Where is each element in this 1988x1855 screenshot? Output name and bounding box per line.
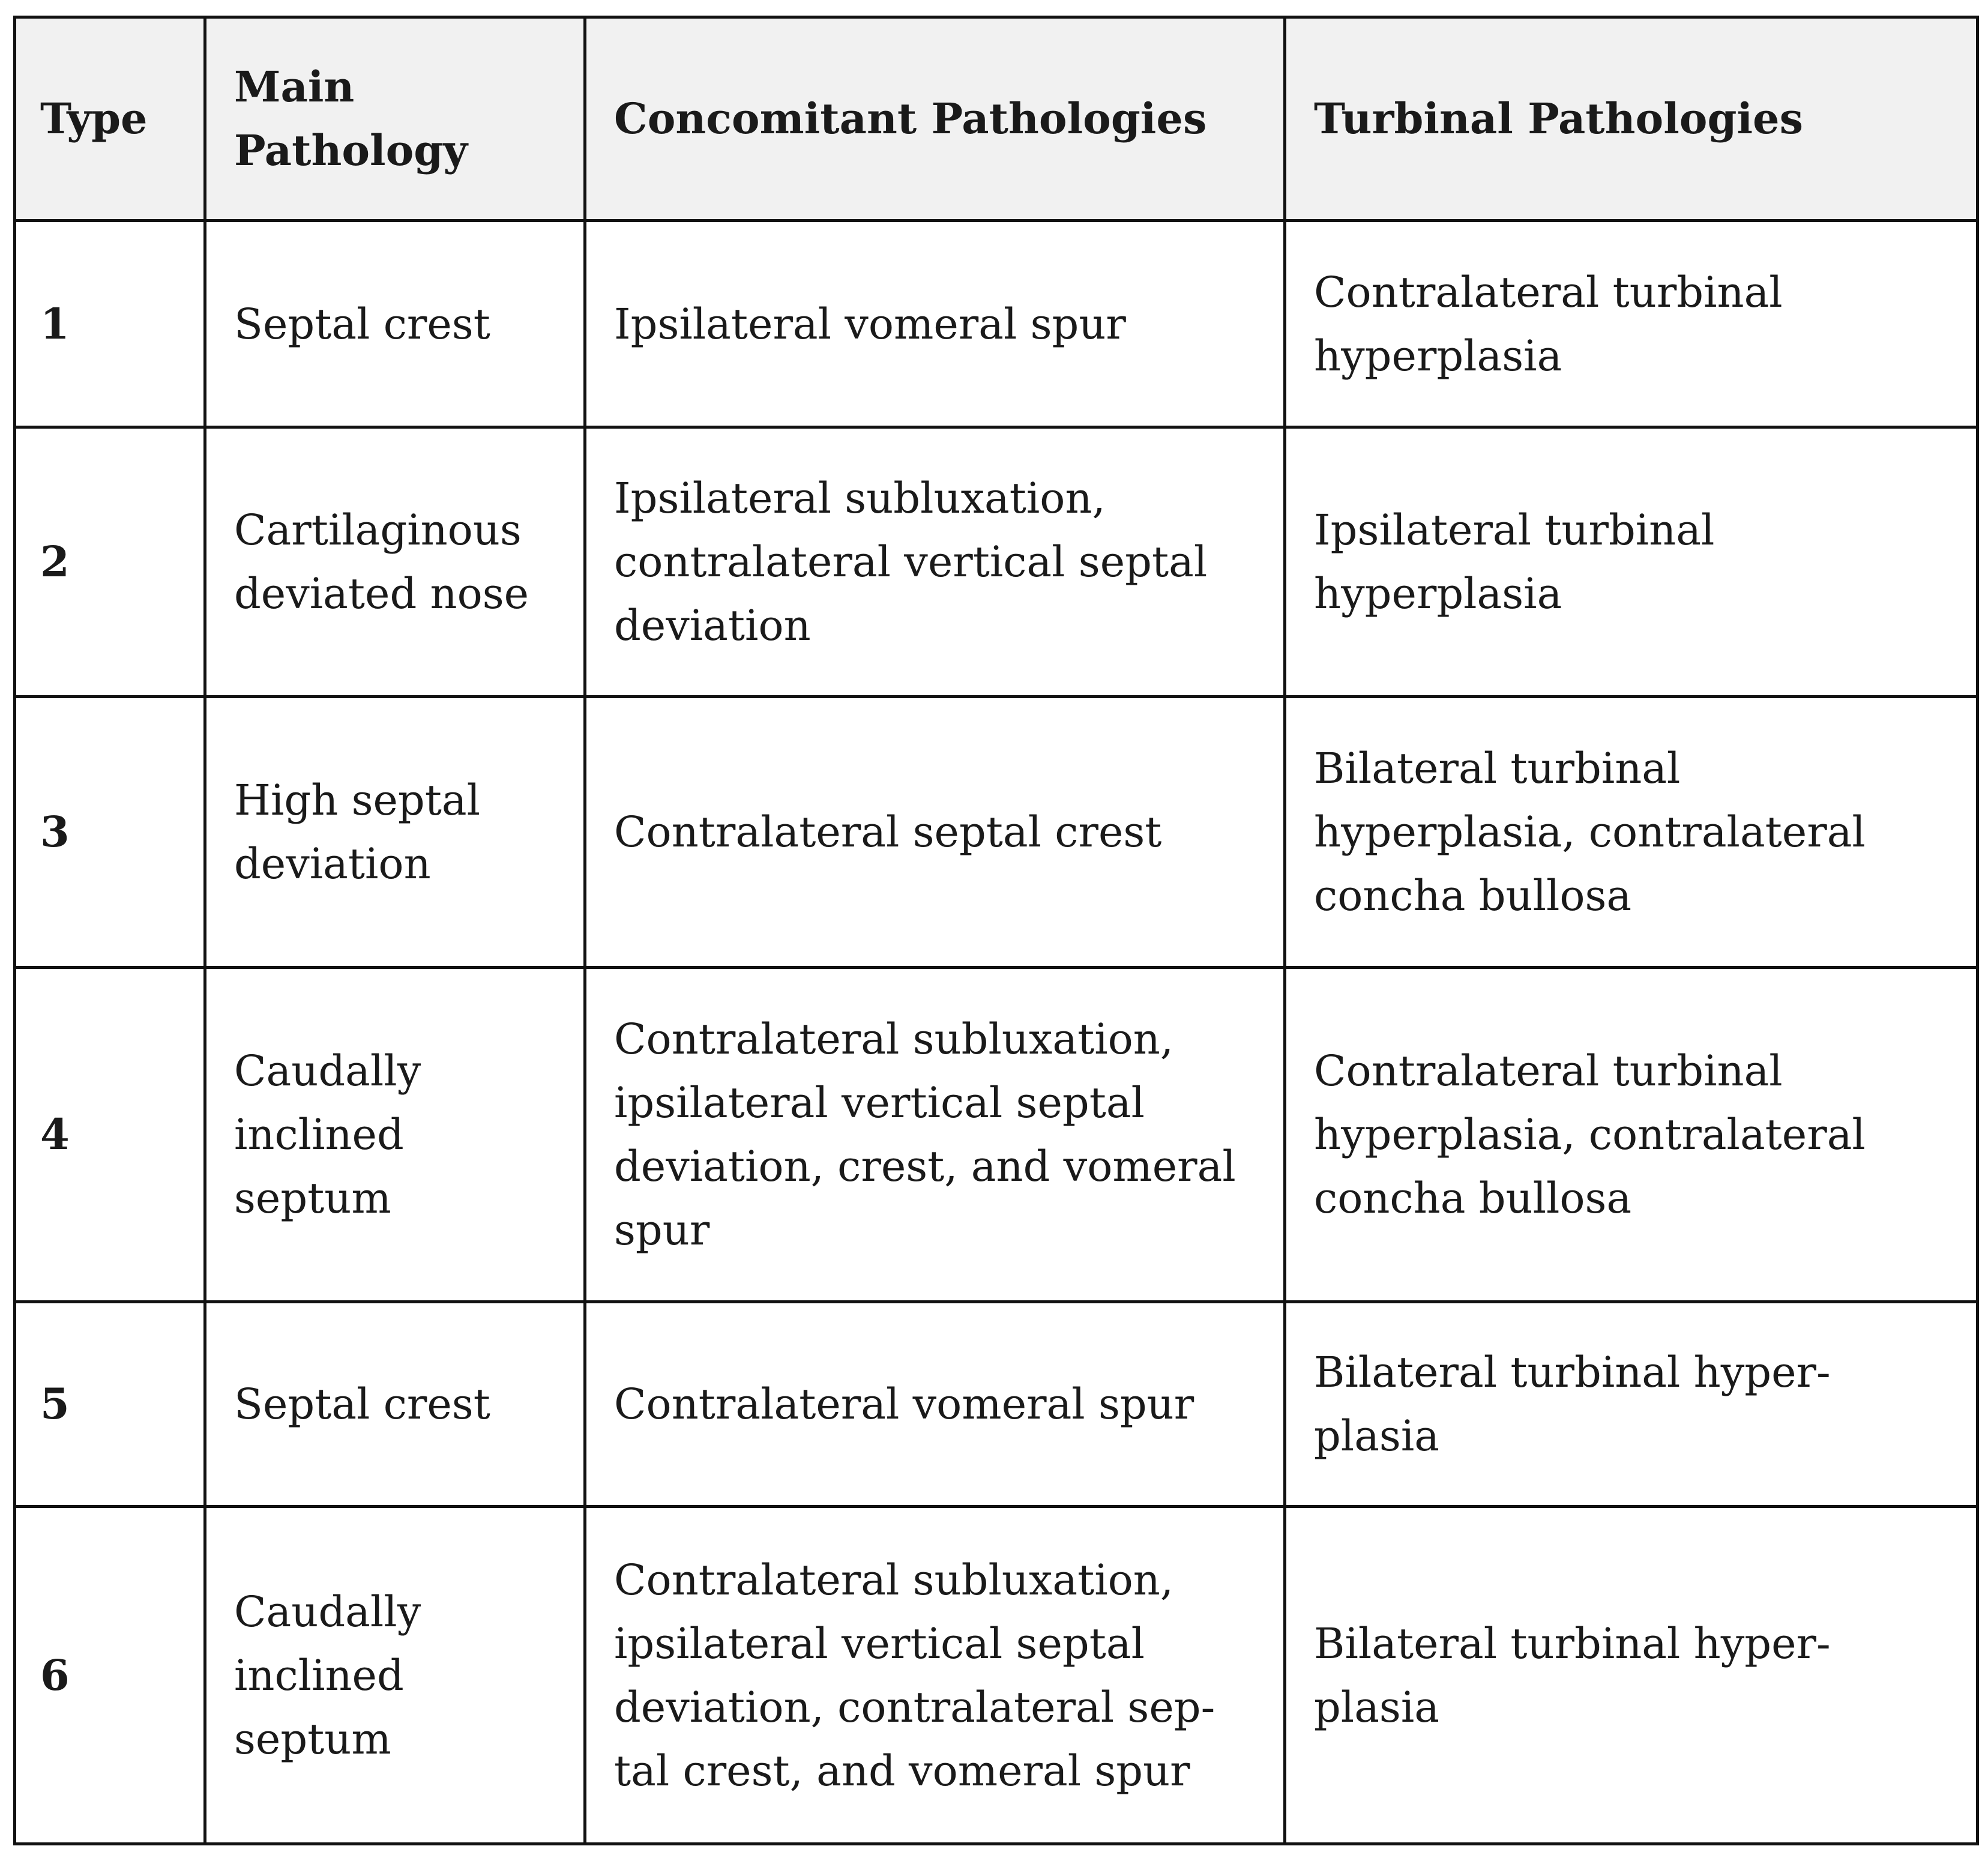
turbinal-pathologies-cell: Bilateral turbinal hyper-plasia	[1285, 1507, 1978, 1844]
pathology-table	[13, 16, 1979, 1845]
type-cell: 6	[15, 1507, 205, 1844]
concomitant-pathologies-cell: Ipsilateral subluxation, contralateral vertical septal deviation	[585, 427, 1285, 697]
header-concomitant-pathologies: Concomitant Pathologies	[585, 17, 1285, 221]
table-row	[15, 1507, 1978, 1844]
table-header	[15, 17, 1978, 221]
turbinal-pathologies-cell: Bilateral turbinal hyper-plasia	[1285, 1302, 1978, 1507]
header-type: Type	[15, 17, 205, 221]
concomitant-pathologies-cell: Contralateral vomeral spur	[585, 1302, 1285, 1507]
type-cell: 5	[15, 1302, 205, 1507]
turbinal-pathologies-cell: Contralateral turbinal hyperplasia	[1285, 221, 1978, 427]
concomitant-pathologies-cell: Contralateral subluxation, ipsilateral vertical septal deviation, crest, and vomeral spur	[585, 968, 1285, 1302]
concomitant-pathologies-cell: Contralateral septal crest	[585, 697, 1285, 968]
main-pathology-cell: Septal crest	[205, 221, 585, 427]
table-row	[15, 427, 1978, 697]
header-row	[15, 17, 1978, 221]
concomitant-pathologies-cell: Contralateral subluxation, ipsilateral vertical septal deviation, contralateral sep-tal crest, and vomeral spur	[585, 1507, 1285, 1844]
main-pathology-cell: High septal deviation	[205, 697, 585, 968]
table-row	[15, 697, 1978, 968]
type-cell: 2	[15, 427, 205, 697]
header-main-pathology: Main Pathology	[205, 17, 585, 221]
main-pathology-cell: Caudally inclined septum	[205, 1507, 585, 1844]
table-row	[15, 968, 1978, 1302]
main-pathology-cell: Septal crest	[205, 1302, 585, 1507]
main-pathology-cell: Caudally inclined septum	[205, 968, 585, 1302]
type-cell: 1	[15, 221, 205, 427]
main-pathology-cell: Cartilaginous deviated nose	[205, 427, 585, 697]
table-row	[15, 1302, 1978, 1507]
turbinal-pathologies-cell: Bilateral turbinal hyperplasia, contralateral concha bullosa	[1285, 697, 1978, 968]
table-row	[15, 221, 1978, 427]
turbinal-pathologies-cell: Ipsilateral turbinal hyperplasia	[1285, 427, 1978, 697]
type-cell: 3	[15, 697, 205, 968]
header-turbinal-pathologies: Turbinal Pathologies	[1285, 17, 1978, 221]
type-cell: 4	[15, 968, 205, 1302]
turbinal-pathologies-cell: Contralateral turbinal hyperplasia, contralateral concha bullosa	[1285, 968, 1978, 1302]
table-body	[15, 221, 1978, 1844]
concomitant-pathologies-cell: Ipsilateral vomeral spur	[585, 221, 1285, 427]
